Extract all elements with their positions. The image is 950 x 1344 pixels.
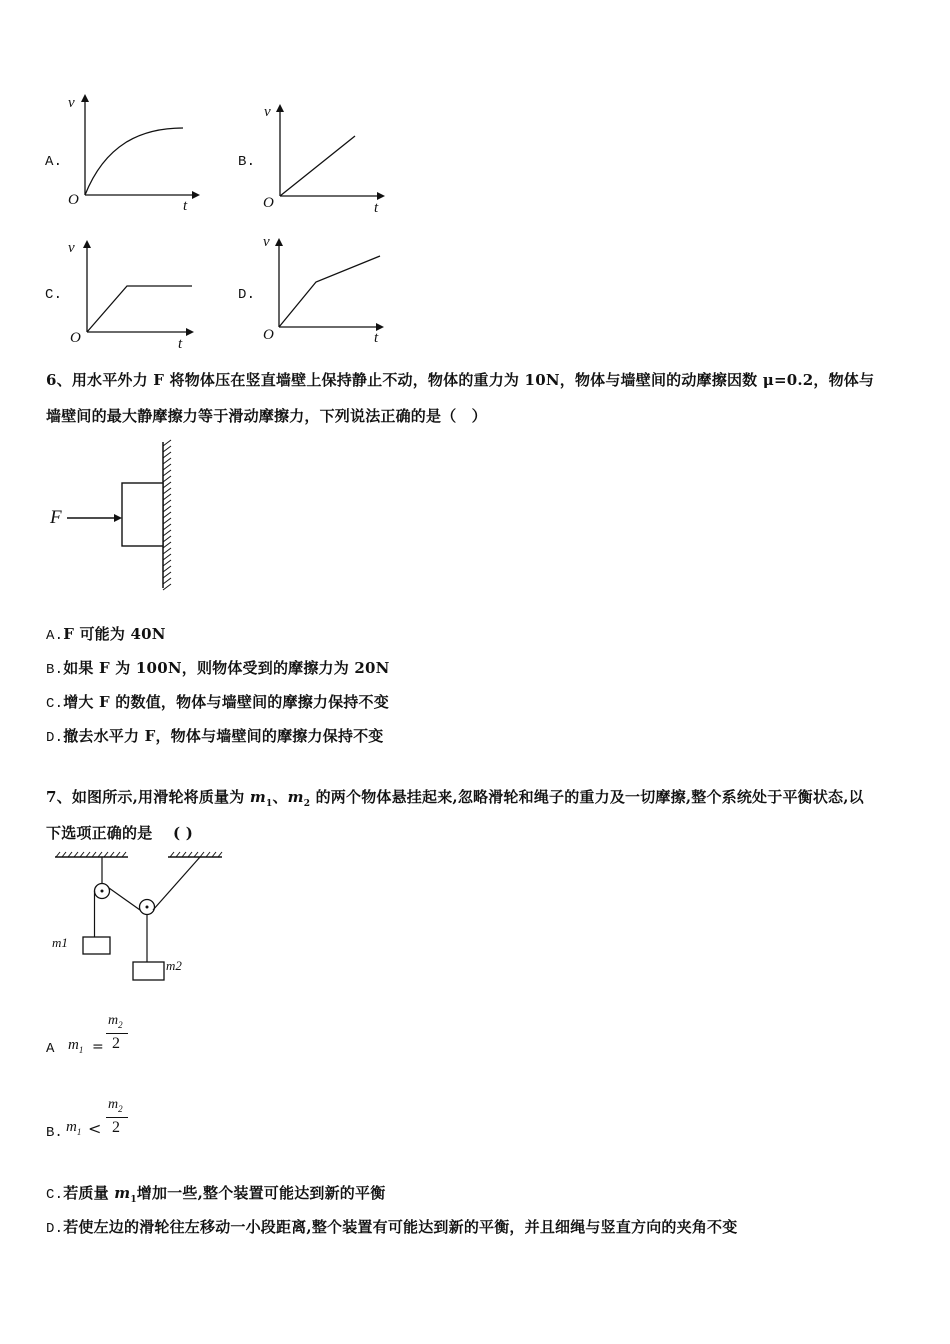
graph-d bbox=[254, 232, 394, 352]
q7-figure bbox=[50, 850, 240, 990]
graph-d-y: v bbox=[263, 234, 270, 250]
graph-d-x: t bbox=[374, 330, 379, 346]
graph-b-y: v bbox=[264, 104, 271, 120]
q6-option-a: A.F 可能为 40N bbox=[46, 625, 166, 644]
q6-figure bbox=[45, 440, 185, 595]
q6-line1: 6、用水平外力 F 将物体压在竖直墙壁上保持静止不动，物体的重力为 10N，物体与墙壁间的动摩擦因数 μ=0.2，物体与 bbox=[46, 371, 875, 389]
q6-option-c: C.增大 F 的数值，物体与墙壁间的摩擦力保持不变 bbox=[46, 693, 389, 712]
q6-line2: 墙壁间的最大静摩擦力等于滑动摩擦力，下列说法正确的是（ ） bbox=[46, 407, 487, 425]
graph-b-x: t bbox=[374, 200, 379, 216]
q7-figure-m2: m2 bbox=[166, 958, 182, 973]
q7-figure-m1: m1 bbox=[52, 935, 68, 950]
graph-c-origin: O bbox=[70, 330, 81, 346]
q6-option-b: B.如果 F 为 100N，则物体受到的摩擦力为 20N bbox=[46, 659, 390, 678]
q6-figure-force-label: F bbox=[50, 507, 62, 528]
graph-c-x: t bbox=[178, 336, 183, 352]
q7-line2: 下选项正确的是 ( ) bbox=[46, 824, 194, 842]
q7-option-c: C.若质量 $m_1$增加一些,整个装置可能达到新的平衡 bbox=[46, 1184, 386, 1205]
q6-option-d: D.撤去水平力 F，物体与墙壁间的摩擦力保持不变 bbox=[46, 727, 384, 746]
graph-b-label: B. bbox=[238, 154, 256, 170]
q7-option-d: D.若使左边的滑轮往左移动一小段距离,整个装置有可能达到新的平衡，并且细绳与竖直方向的夹角不变 bbox=[46, 1218, 738, 1237]
graph-a-origin: O bbox=[68, 192, 79, 208]
graph-d-origin: O bbox=[263, 327, 274, 343]
graph-a bbox=[60, 90, 200, 220]
graph-a-label: A. bbox=[45, 154, 63, 170]
graph-d-label: D. bbox=[238, 287, 256, 303]
graph-a-x: t bbox=[183, 198, 188, 214]
graph-c bbox=[62, 232, 202, 352]
graph-c-y: v bbox=[68, 240, 75, 256]
graph-a-y: v bbox=[68, 95, 75, 111]
graph-b-origin: O bbox=[263, 195, 274, 211]
q7-line1: 7、如图所示,用滑轮将质量为 $m_1$、$m_2$ 的两个物体悬挂起来,忽略滑轮和绳子的重力及一切摩擦,整个系统处于平衡状态,以 bbox=[46, 788, 864, 809]
graph-c-label: C. bbox=[45, 287, 63, 303]
